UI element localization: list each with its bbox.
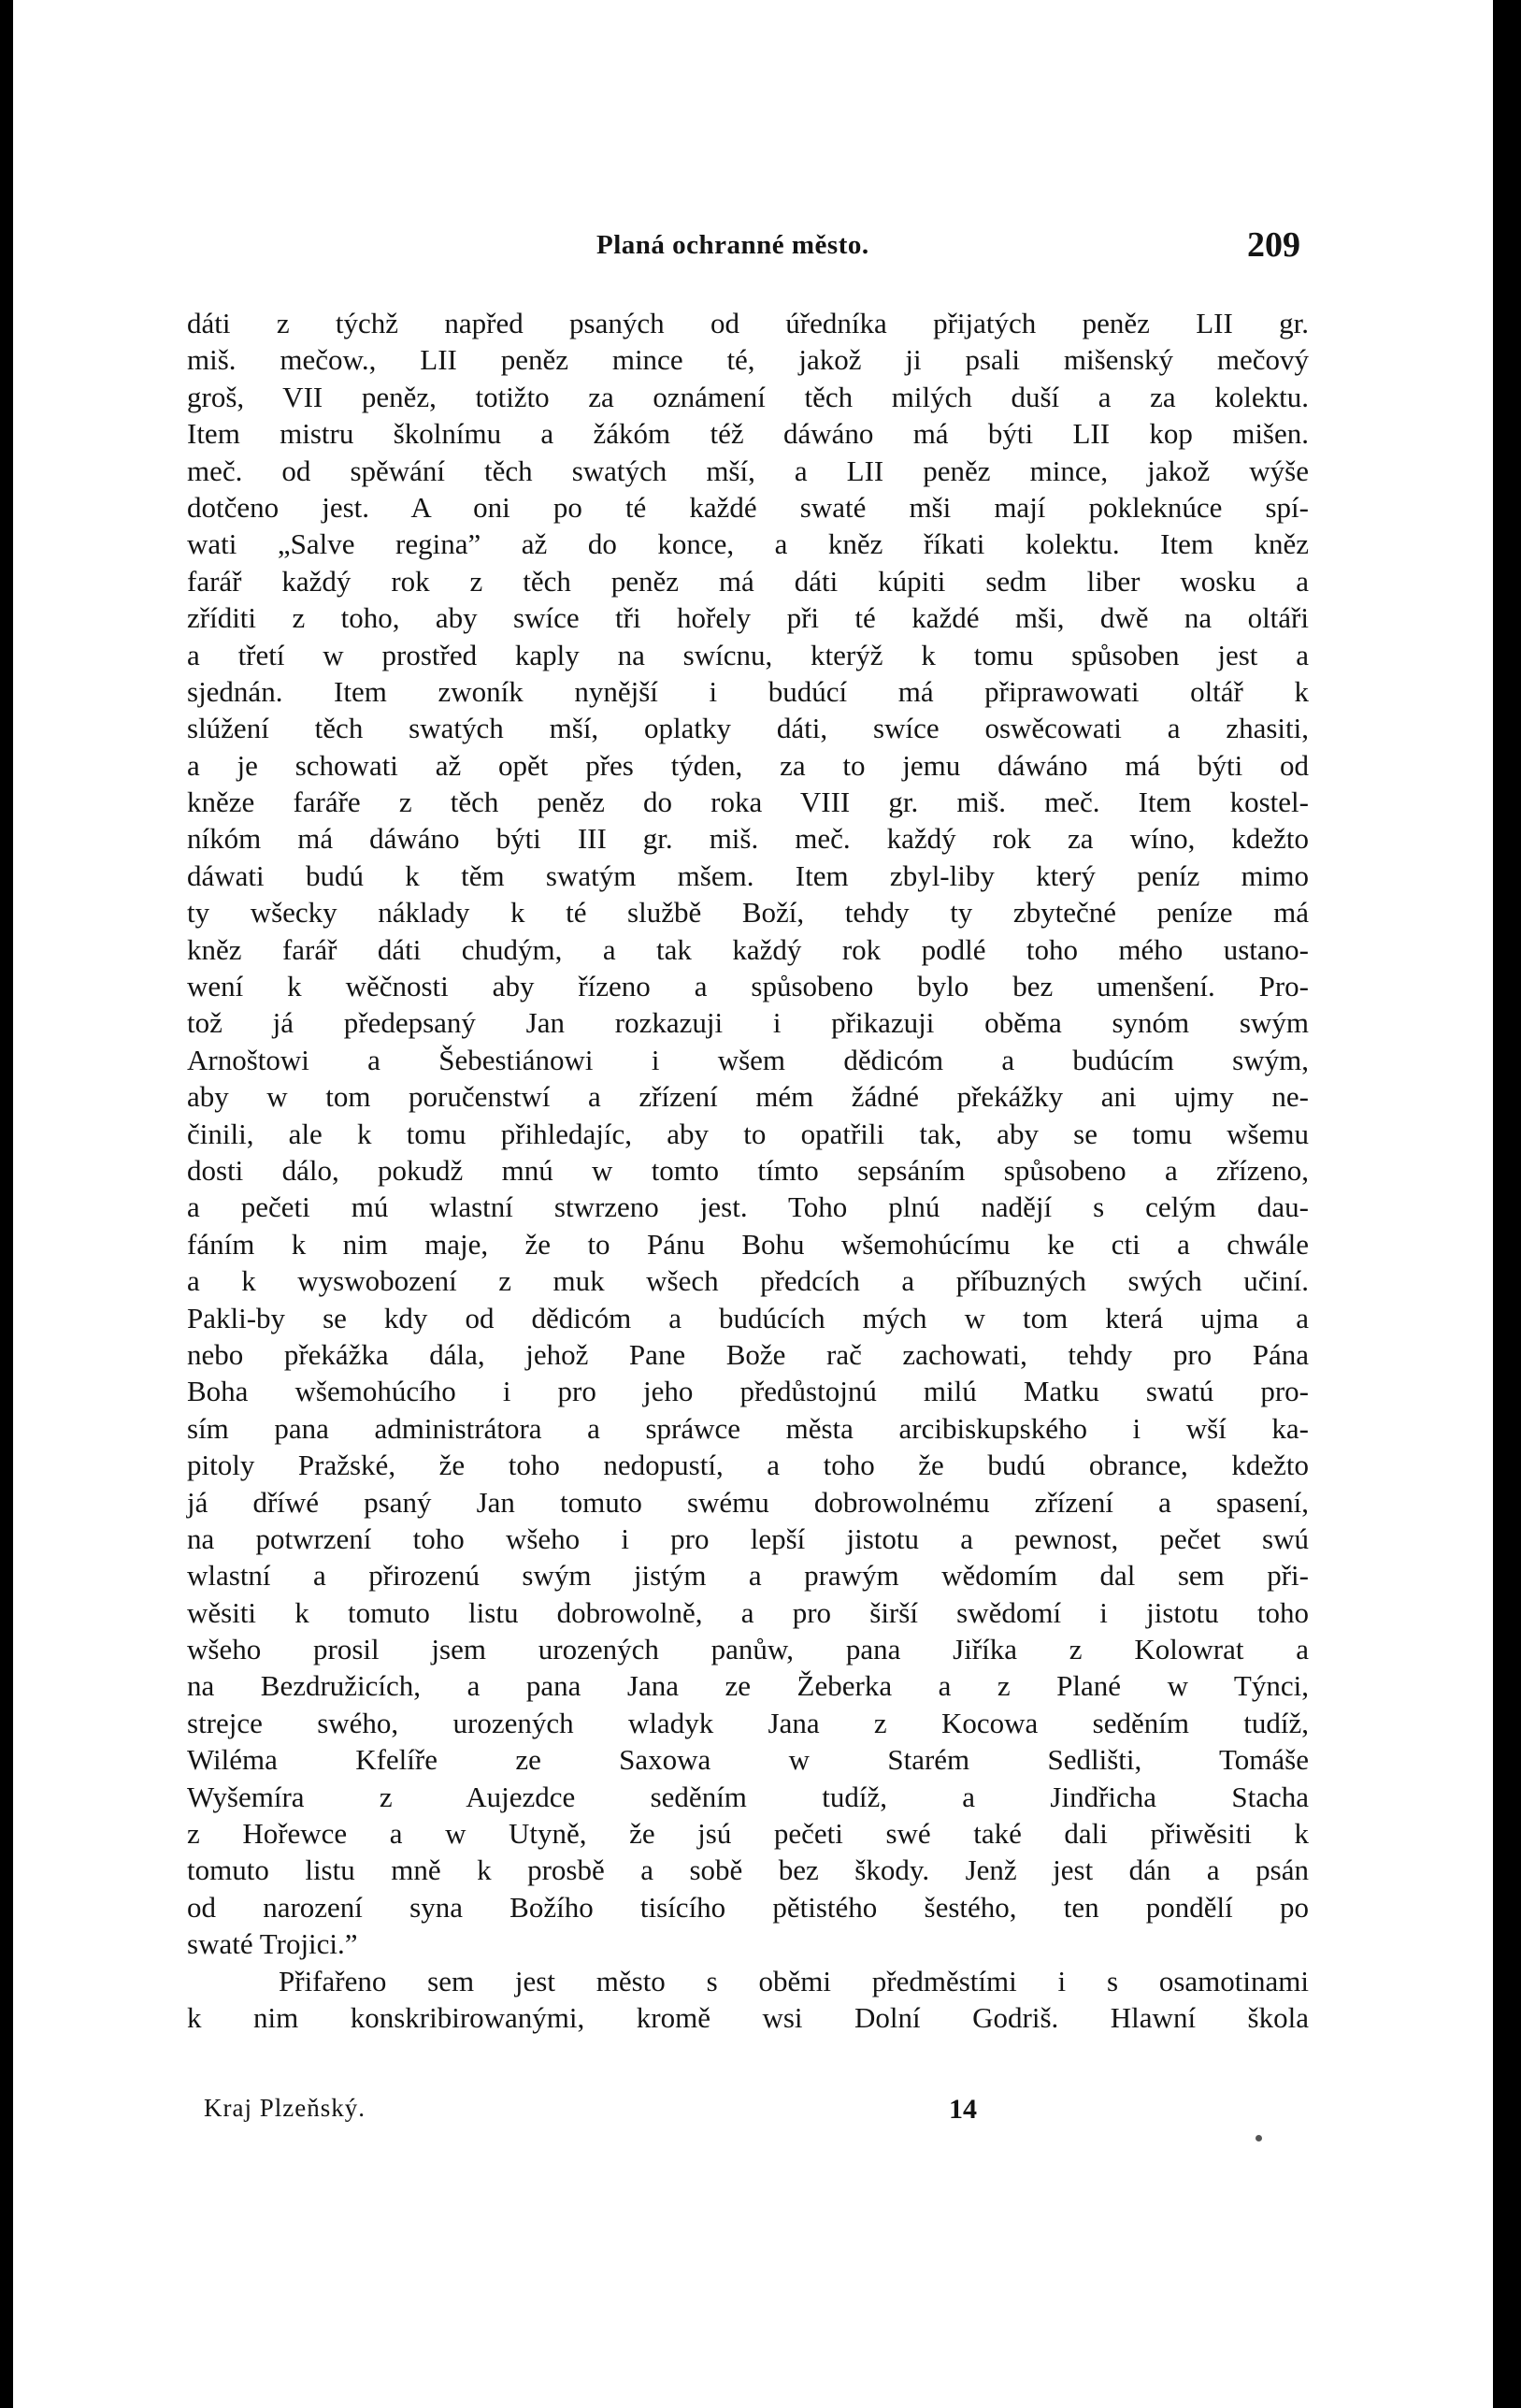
text-line: pitoly Pražské, že toho nedopustí, a toho že budú obrance, kdežto — [187, 1449, 1309, 1482]
text-line: ty wšecky náklady k té službě Boží, tehdy ty zbytečné peníze má — [187, 896, 1309, 930]
text-line: sjednán. Item zwoník nynější i budúcí má připrawowati oltář k — [187, 674, 1309, 708]
text-line: Wyšemíra z Aujezdce seděním tudíž, a Jindřicha Stacha — [187, 1780, 1309, 1813]
text-line: zříditi z toho, aby swíce tři hořely při té každé mši, dwě na oltáři — [187, 601, 1309, 635]
text-line: wěsiti k tomuto listu dobrowolně, a pro širší swědomí i jistotu toho — [187, 1595, 1309, 1629]
text-line: kněze faráře z těch peněz do roka VIII gr. miš. meč. Item kostel- — [187, 786, 1309, 819]
text-line: kněz farář dáti chudým, a tak každý rok podlé toho mého ustano- — [187, 932, 1309, 966]
text-line: Item mistru školnímu a žákóm též dáwáno má býti LII kop mišen. — [187, 417, 1309, 451]
text-line: a je schowati až opět přes týden, za to jemu dáwáno má býti od — [187, 748, 1309, 782]
running-title: Planá ochranné město. — [596, 230, 869, 260]
text-line: swaté Trojici.” — [187, 1927, 358, 1961]
text-line: strejce swého, urozených wladyk Jana z Kocowa seděním tudíž, — [187, 1706, 1309, 1739]
text-line: nebo překážka dála, jehož Pane Bože rač zachowati, tehdy pro Pána — [187, 1337, 1309, 1371]
text-body — [187, 305, 1309, 2036]
text-line: činili, ale k tomu přihledajíc, aby to opatřili tak, aby se tomu wšemu — [187, 1117, 1309, 1150]
printer-signature: Kraj Plzeňský. — [204, 2094, 366, 2122]
text-line: wati „Salve regina” až do konce, a kněz říkati kolektu. Item kněz — [187, 527, 1309, 561]
scan-speck — [1256, 2135, 1262, 2141]
text-line: a k wyswobození z muk wšech předcích a příbuzných swých učiní. — [187, 1264, 1309, 1298]
text-line: a pečeti mú wlastní stwrzeno jest. Toho plnú nadějí s celým dau- — [187, 1190, 1309, 1224]
text-line: tomuto listu mně k prosbě a sobě bez škody. Jenž jest dán a psán — [187, 1853, 1309, 1887]
text-line: z Hořewce a w Utyně, že jsú pečeti swé také dali přiwěsiti k — [187, 1817, 1309, 1851]
text-line: groš, VII peněz, totižto za oznámení těch milých duší a za kolektu. — [187, 380, 1309, 413]
text-line: wlastní a přirozenú swým jistým a prawým wědomím dal sem při- — [187, 1559, 1309, 1593]
text-line: dosti dálo, pokudž mnú w tomto tímto sepsáním spůsobeno a zřízeno, — [187, 1153, 1309, 1187]
text-line: níkóm má dáwáno býti III gr. miš. meč. každý rok za wíno, kdežto — [187, 822, 1309, 856]
text-line: slúžení těch swatých mší, oplatky dáti, swíce oswěcowati a zhasiti, — [187, 712, 1309, 745]
text-line: miš. mečow., LII peněz mince té, jakož ji psali mišenský mečový — [187, 343, 1309, 377]
text-line: meč. od spěwání těch swatých mší, a LII peněz mince, jakož wýše — [187, 454, 1309, 487]
text-line: k nim konskribirowanými, kromě wsi Dolní Godriš. Hlawní škola — [187, 2000, 1309, 2034]
text-line: já dříwé psaný Jan tomuto swému dobrowolnému zřízení a spasení, — [187, 1485, 1309, 1519]
text-line: Pakli-by se kdy od dědicóm a budúcích mých w tom která ujma a — [187, 1301, 1309, 1334]
page-header — [187, 224, 1309, 271]
scan-border-right — [1493, 0, 1521, 2408]
text-line: farář každý rok z těch peněz má dáti kúpiti sedm liber wosku a — [187, 564, 1309, 598]
text-line: aby w tom poručenstwí a zřízení mém žádné překážky ani ujmy ne- — [187, 1080, 1309, 1114]
text-line: na Bezdružicích, a pana Jana ze Žeberka a z Plané w Týnci, — [187, 1669, 1309, 1703]
text-line: wšeho prosil jsem urozených panůw, pana Jiříka z Kolowrat a — [187, 1633, 1309, 1666]
text-line: od narození syna Božího tisícího pětistého šestého, ten pondělí po — [187, 1890, 1309, 1924]
text-line: dotčeno jest. A oni po té každé swaté mši mají pokleknúce spí- — [187, 490, 1309, 524]
text-line: wení k wěčnosti aby řízeno a spůsobeno bylo bez umenšení. Pro- — [187, 970, 1309, 1003]
text-line: Wiléma Kfelíře ze Saxowa w Starém Sedlišti, Tomáše — [187, 1743, 1309, 1777]
text-line: a třetí w prostřed kaply na swícnu, kterýž k tomu spůsoben jest a — [187, 638, 1309, 671]
text-line: dáwati budú k těm swatým mšem. Item zbyl-liby který peníz mimo — [187, 858, 1309, 892]
text-line: fáním k nim maje, že to Pánu Bohu wšemohúcímu ke cti a chwále — [187, 1227, 1309, 1261]
signature-number: 14 — [949, 2094, 977, 2125]
text-line: tož já předepsaný Jan rozkazuji i přikazuji oběma synóm swým — [187, 1006, 1309, 1040]
text-line: sím pana administrátora a spráwce města arcibiskupského i wší ka- — [187, 1411, 1309, 1445]
text-line: Boha wšemohúcího i pro jeho předůstojnú milú Matku swatú pro- — [187, 1375, 1309, 1408]
page-number: 209 — [1247, 225, 1300, 265]
text-line: Arnoštowi a Šebestiánowi i wšem dědicóm a budúcím swým, — [187, 1043, 1309, 1076]
text-line: dáti z týchž napřed psaných od úředníka přijatých peněz LII gr. — [187, 307, 1309, 339]
page-footer — [187, 2094, 1309, 2131]
scan-border-left — [0, 0, 13, 2408]
text-line: na potwrzení toho wšeho i pro lepší jistotu a pewnost, pečet swú — [187, 1521, 1309, 1555]
text-line: Přifařeno sem jest město s oběmi předměstími i s osamotinami — [279, 1964, 1309, 1997]
